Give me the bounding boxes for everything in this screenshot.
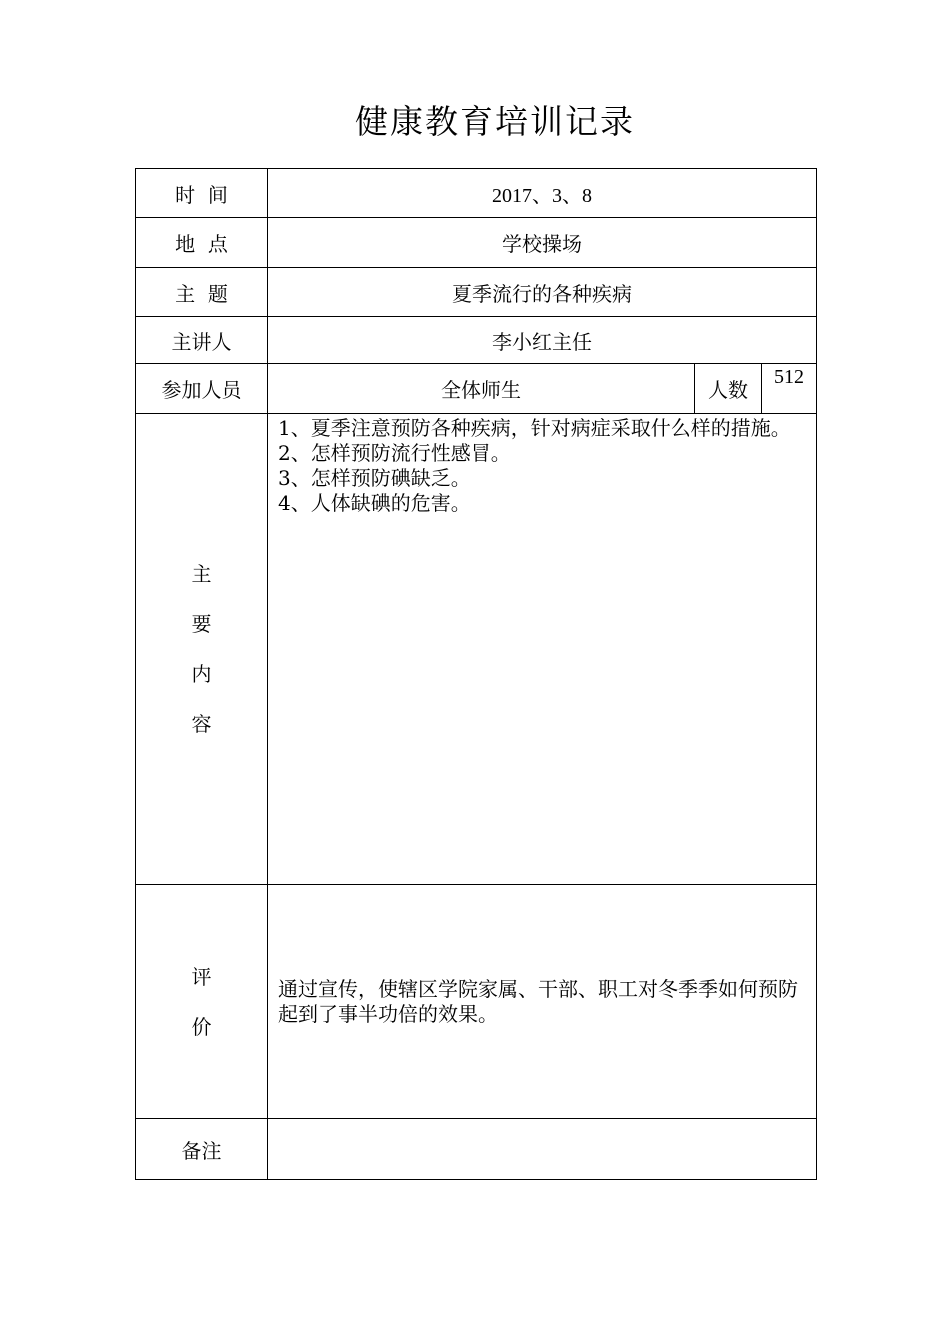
evaluation-label-char: 价	[191, 1014, 212, 1039]
evaluation-row	[136, 885, 817, 1119]
count-label: 人数	[695, 364, 762, 414]
content-row	[136, 414, 817, 885]
speaker-label: 主讲人	[136, 317, 268, 364]
evaluation-text: 通过宣传，使辖区学院家属、干部、职工对冬季季如何预防起到了事半功倍的效果。	[268, 885, 817, 1119]
content-label-char: 主	[191, 562, 212, 586]
notes-row	[136, 1119, 817, 1180]
time-label: 时 间	[136, 169, 268, 218]
content-label-char: 容	[191, 712, 212, 736]
page-title: 健康教育培训记录	[355, 102, 635, 141]
speaker-row	[136, 317, 817, 364]
content-line: 2、怎样预防流行性感冒。	[278, 441, 511, 465]
content-label-char: 内	[191, 662, 212, 686]
time-row	[136, 169, 817, 218]
notes-value	[268, 1119, 817, 1180]
location-row	[136, 218, 817, 268]
content-line: 4、人体缺碘的危害。	[278, 491, 471, 515]
participants-value: 全体师生	[268, 364, 695, 414]
content-label	[136, 414, 268, 885]
count-value: 512	[762, 364, 817, 414]
topic-value: 夏季流行的各种疾病	[268, 268, 817, 317]
participants-row	[136, 364, 817, 414]
participants-label: 参加人员	[136, 364, 268, 414]
content-line: 1、夏季注意预防各种疾病，针对病症采取什么样的措施。	[278, 416, 791, 440]
location-label: 地 点	[136, 218, 268, 268]
evaluation-label-char: 评	[191, 964, 212, 989]
speaker-value: 李小红主任	[268, 317, 817, 364]
location-value: 学校操场	[268, 218, 817, 268]
notes-label: 备注	[136, 1119, 268, 1180]
time-value: 2017、3、8	[268, 169, 817, 218]
content-body	[268, 414, 817, 885]
training-record-table	[135, 168, 817, 1180]
topic-row	[136, 268, 817, 317]
evaluation-label	[136, 885, 268, 1119]
content-label-char: 要	[191, 612, 212, 636]
content-line: 3、怎样预防碘缺乏。	[278, 466, 471, 490]
topic-label: 主 题	[136, 268, 268, 317]
